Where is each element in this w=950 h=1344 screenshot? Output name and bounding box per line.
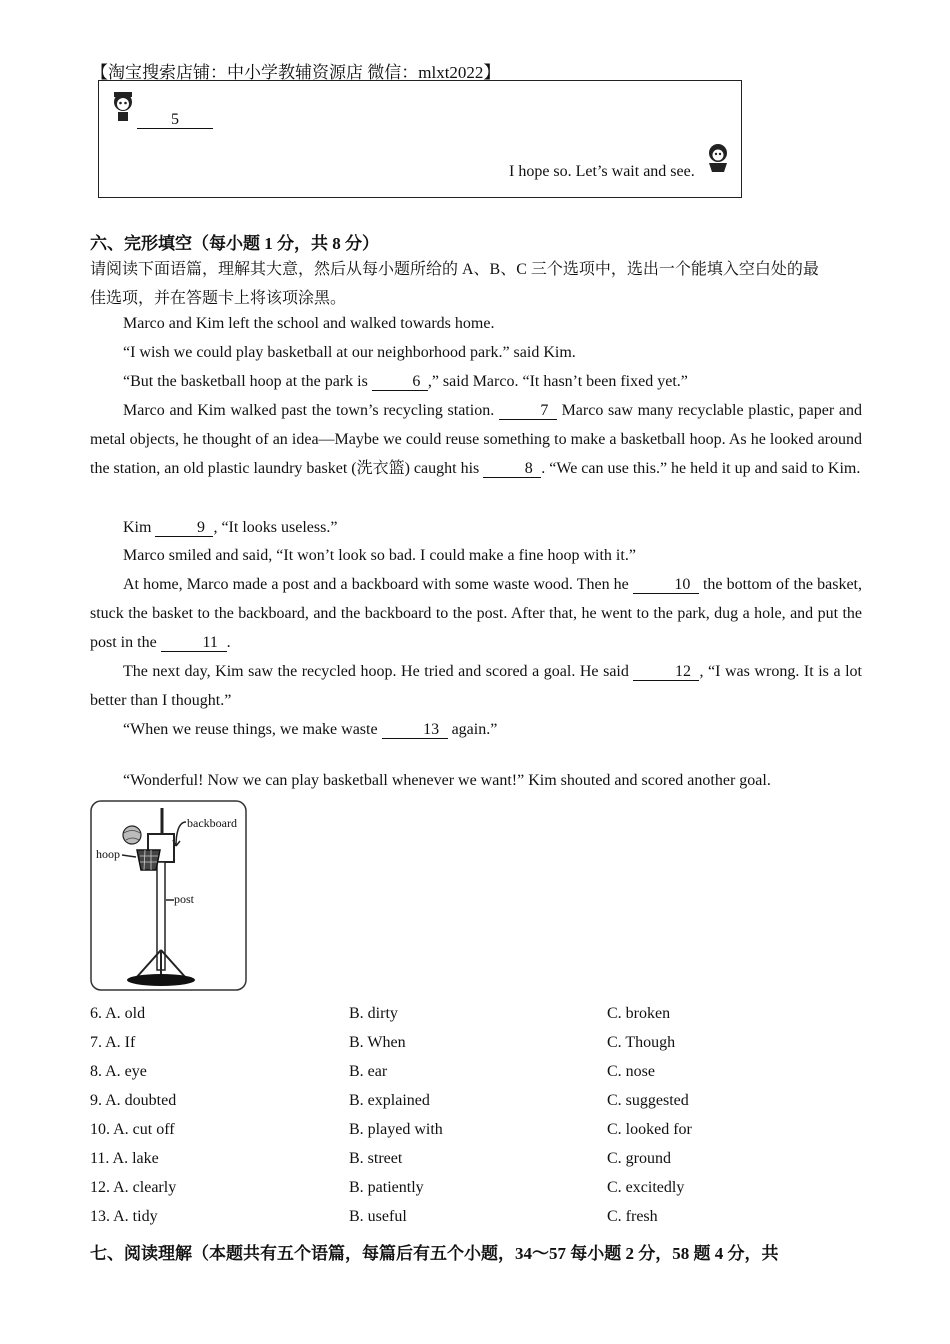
option-q12-a: 12. A. clearly [90,1179,177,1196]
label-hoop: hoop [96,847,120,861]
passage-p2: “I wish we could play basketball at our neighborhood park.” said Kim. [123,344,576,361]
speaker-a-icon [109,89,139,123]
passage-p3: “But the basketball hoop at the park is 6 ,” said Marco. “It hasn’t been fixed yet.” [123,373,688,390]
option-q10-a: 10. A. cut off [90,1121,175,1138]
option-q7-c: C. Though [607,1034,676,1051]
option-q7-a: 7. A. If [90,1034,136,1051]
passage-p7: At home, Marco made a post and a backboard with some waste wood. Then he 10 the bottom of the basket, stuck the basket to the backboard, and the backboard to the post. After that, he went to the park, dug a hole, and put the post in the 11 . [90,576,863,651]
dialog-box [98,80,742,198]
option-q12-c: C. excitedly [607,1179,685,1196]
option-q10-c: C. looked for [607,1121,692,1138]
section6-title: 六、完形填空（每小题 1 分，共 8 分） [90,234,379,253]
option-q8-b: B. ear [349,1063,388,1080]
passage-p9: “When we reuse things, we make waste 13 again.” [123,721,498,738]
blank-13: 13 [382,722,448,739]
dialog-blank-line [137,111,213,129]
option-q12-b: B. patiently [349,1179,424,1196]
blank-5: 5 [137,112,213,129]
option-q9-a: 9. A. doubted [90,1092,177,1109]
label-backboard: backboard [187,816,237,830]
hoop-shape [137,850,160,870]
speaker-b-icon [705,141,733,173]
passage-p1: Marco and Kim left the school and walked towards home. [123,315,495,332]
option-q11-b: B. street [349,1150,403,1167]
blank-10: 10 [633,577,699,594]
option-q11-c: C. ground [607,1150,671,1167]
blank-8: 8 [483,461,541,478]
option-q13-c: C. fresh [607,1208,658,1225]
section7-title: 七、阅读理解（本题共有五个语篇，每篇后有五个小题，34～57 每小题 2 分，58 题 4 分，共 [90,1244,779,1263]
section6-instruction-2: 佳选项，并在答题卡上将该项涂黑。 [90,290,347,307]
passage-p4: Marco and Kim walked past the town’s recycling station. 7 Marco saw many recyclable plastic, paper and metal objects, he thought of an idea—Maybe we could reuse something to make a basketball hoop. As he looked around the station, an old plastic laundry basket (洗衣篮) caught his 8 . “We can use this.” he held it up and said to Kim. [90,402,862,477]
dialog-reply: I hope so. Let’s wait and see. [509,163,695,180]
option-q7-b: B. When [349,1034,406,1051]
blank-9: 9 [155,520,213,537]
passage-p5: Kim 9 , “It looks useless.” [123,519,338,536]
blank-7: 7 [499,403,557,420]
passage-p8: The next day, Kim saw the recycled hoop. He tried and scored a goal. He said 12 , “I was wrong. It is a lot better than I thought.” [90,663,862,709]
option-q6-b: B. dirty [349,1005,398,1022]
section6-instruction-1: 请阅读下面语篇，理解其大意，然后从每小题所给的 A、B、C 三个选项中，选出一个能填入空白处的最 [90,261,819,278]
blank-6: 6 [372,374,428,391]
option-q6-a: 6. A. old [90,1005,146,1022]
passage-p10: “Wonderful! Now we can play basketball whenever we want!” Kim shouted and scored another goal. [123,772,771,789]
option-q9-c: C. suggested [607,1092,689,1109]
option-q13-b: B. useful [349,1208,407,1225]
option-q9-b: B. explained [349,1092,430,1109]
ball-shape [123,826,141,844]
passage-p6: Marco smiled and said, “It won’t look so bad. I could make a fine hoop with it.” [123,547,636,564]
blank-12: 12 [633,664,699,681]
option-q13-a: 13. A. tidy [90,1208,158,1225]
label-post: post [174,892,195,906]
page-header: 【淘宝搜索店铺：中小学教辅资源店 微信：mlxt2022】 [91,63,501,82]
hoop-figure [90,800,248,992]
option-q11-a: 11. A. lake [90,1150,159,1167]
option-q8-a: 8. A. eye [90,1063,147,1080]
option-q10-b: B. played with [349,1121,443,1138]
blank-11: 11 [161,635,227,652]
option-q6-c: C. broken [607,1005,671,1022]
option-q8-c: C. nose [607,1063,655,1080]
